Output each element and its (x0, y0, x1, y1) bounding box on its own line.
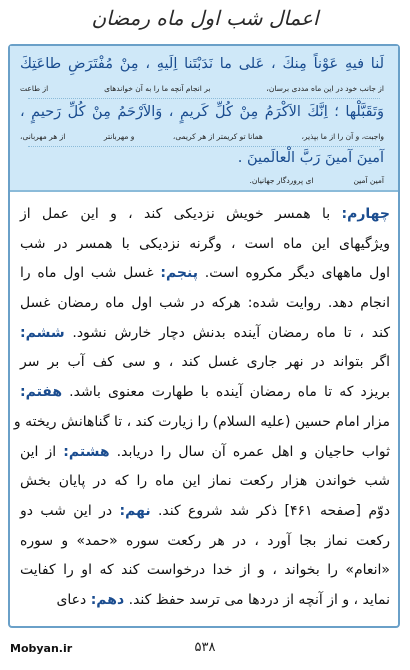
body-line (20, 586, 390, 616)
dua-translation-1 (20, 84, 384, 93)
dua-separator (28, 98, 380, 99)
section-heading: ششم: (20, 324, 65, 341)
section-heading: هشتم: (63, 443, 110, 460)
body-text-segment: دعای (56, 591, 91, 608)
section-heading: پنجم: (160, 265, 198, 282)
page-header (0, 0, 410, 44)
body-text-segment: نماید ، و از آنچه از دردها می ترسد حفظ کند. (124, 591, 390, 608)
translation-segment: و مهربانتر (103, 132, 135, 141)
body-text-segment: ویژگیهای این ماه است ، وگرنه نزدیکی با همسر در شب (20, 235, 390, 252)
section-heading: نهم: (119, 502, 151, 519)
body-line (20, 467, 390, 497)
dua-translation-2 (20, 132, 384, 141)
body-text-segment: غسل شب اول ماه را (20, 265, 161, 282)
body-line (20, 527, 390, 557)
translation-segment: از جانب خود در این ماه مددی برسان، (266, 84, 384, 93)
dua-separator (28, 146, 380, 147)
dua-box (10, 46, 398, 192)
body-line (20, 348, 390, 378)
body-text-segment: رکعت نماز بجا آورد ، در هر رکعت سوره «حمد» و سوره (20, 532, 390, 549)
body-text-segment: انجام دهد. روایت شده: هرکه در شب اول ماه رمضان غسل (20, 295, 390, 312)
body-text-segment: از این (20, 443, 64, 460)
body-text-segment: مزار امام حسین (علیه السلام) را زیارت کند ، تا گناهانش ریخته و (13, 413, 390, 430)
body-line (20, 497, 390, 527)
dua-line-1: لَنا فیهِ عَوْناً مِنكَ ، عَلى ما نَدَبْتَنا اِلَیهِ ، مِنْ مُفْتَرَضِ طاعَتِكَ (20, 56, 384, 72)
section-heading: هفتم: (20, 384, 63, 401)
translation-segment: واجبت، و آن را از ما بپذیر، (301, 132, 384, 141)
translation-segment: ای پروردگار جهانیان. (249, 176, 314, 185)
body-text-segment: با همسر خویش نزدیکی کند ، و این عمل از (20, 206, 342, 222)
translation-segment: از طاعت (20, 84, 49, 93)
section-heading: دهم: (90, 591, 125, 608)
body-line (20, 556, 390, 586)
page-title: اعمال شب اول ماه رمضان (91, 6, 319, 30)
body-text-segment: در این شب دو (20, 502, 120, 519)
body-line (20, 289, 390, 319)
body-line (20, 259, 390, 289)
body-text-segment: ثواب حاجیان و اهل عمره آن سال را دریابد. (109, 443, 390, 460)
body-line (13, 408, 390, 438)
body-line (20, 230, 390, 260)
body-text-segment: شب خواندن هزار رکعت نماز این ماه را که در پایان بخش (20, 473, 390, 490)
body-line (20, 378, 390, 408)
translation-segment: آمین آمین (353, 176, 384, 185)
page-number: ۵۳۸ (194, 640, 216, 655)
body-text-segment: «انعام» را بخواند ، و از خدا درخواست کند که او را کفایت (20, 562, 390, 579)
translation-segment: همانا تو کریمتر از هر کریمی، (172, 132, 263, 141)
body-text (13, 200, 390, 616)
body-text-segment: اگر بتواند در نهر جاری غسل کند ، و سی کف آب بر سر (20, 354, 390, 371)
dua-line-3: آمینَ آمینَ رَبَّ الْعالَمینَ . (237, 150, 384, 166)
section-heading: چهارم: (341, 206, 390, 222)
body-line (20, 319, 390, 349)
body-line (20, 200, 390, 230)
site-label: Mobyan.ir (10, 642, 73, 655)
body-line (20, 438, 390, 468)
body-text-segment: دوّم [صفحه ۴۶۱] ذکر شد شروع کند. (150, 502, 390, 519)
dua-translation-3 (20, 176, 384, 185)
body-text-segment: بریزد که تا ماه رمضان آینده با طهارت معنوی باشد. (62, 384, 390, 401)
body-text-segment: اول ماههای دیگر مکروه است. (198, 265, 390, 282)
translation-segment: بر انجام آنچه ما را به آن خواندهای (104, 84, 211, 93)
body-text-segment: کند ، تا ماه رمضان آینده بدنش دچار خارش نشود. (64, 324, 390, 341)
translation-segment: از هر مهربانی، (20, 132, 66, 141)
dua-line-2: وَتَقَبَّلْها ؛ اِنَّكَ الاَكْرَمُ مِنْ كُلِّ كَریمٍ ، وَالاَرْحَمُ مِنْ كُلِّ رَحیمٍ ، (20, 104, 384, 120)
page-footer (0, 632, 410, 670)
